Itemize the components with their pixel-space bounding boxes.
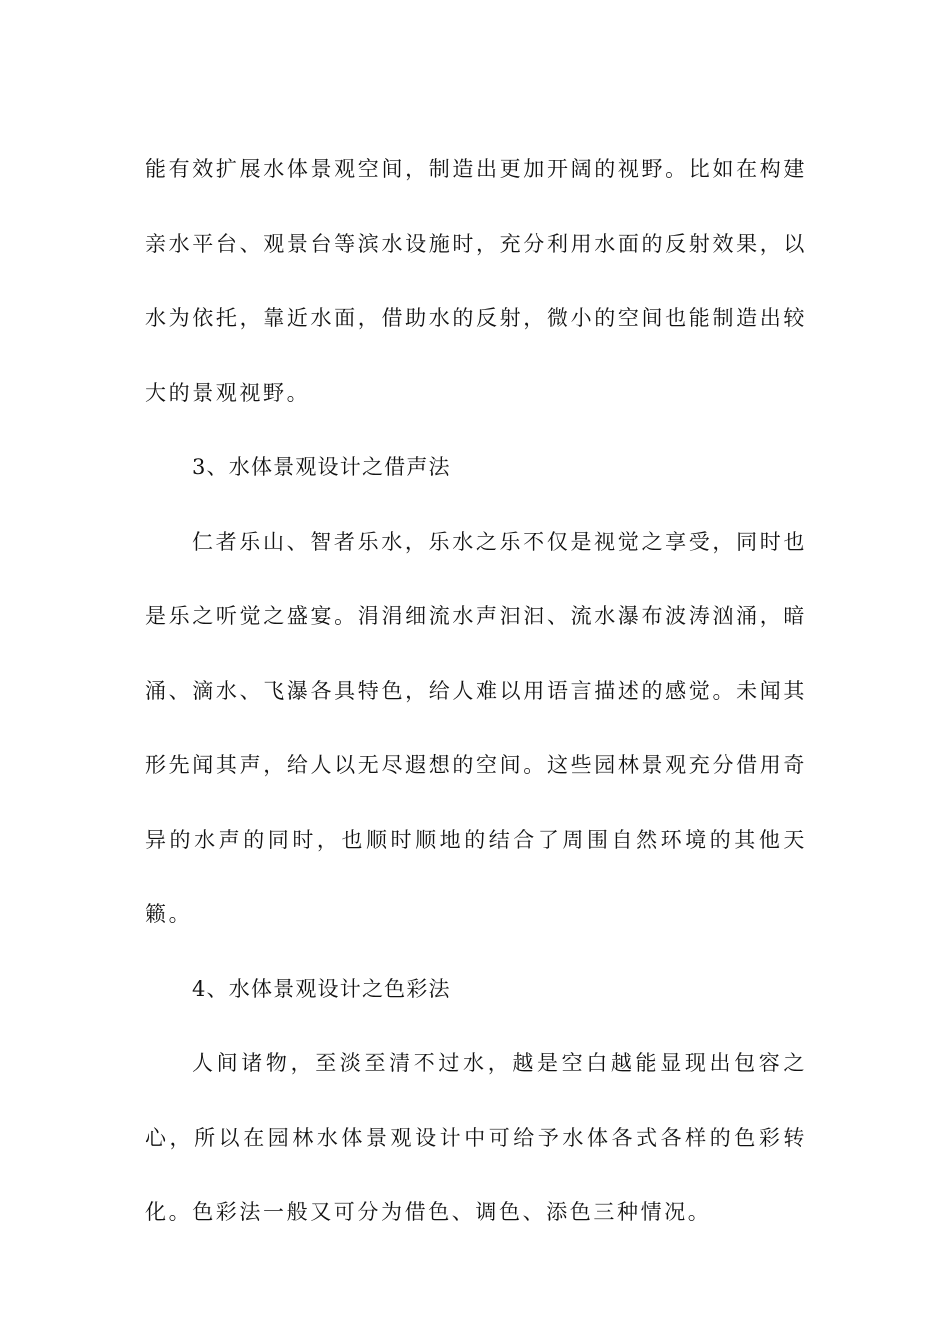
section-heading-color-method: 4、水体景观设计之色彩法	[192, 976, 451, 1001]
paragraph-water-reflection-continued: 能有效扩展水体景观空间，制造出更加开阔的视野。比如在构建亲水平台、观景台等滨水设施时，充分利用水面的反射效果，以水为依托，靠近水面，借助水的反射，微小的空间也能制造出较大的景观视野。	[145, 157, 807, 405]
paragraph-color-method: 人间诸物，至淡至清不过水，越是空白越能显现出包容之心，所以在园林水体景观设计中可给予水体各式各样的色彩转化。色彩法一般又可分为借色、调色、添色三种情况。	[145, 1051, 807, 1224]
paragraph-sound-method: 仁者乐山、智者乐水，乐水之乐不仅是视觉之享受，同时也是乐之听觉之盛宴。涓涓细流水声汩汩、流水瀑布波涛汹涌，暗涌、滴水、飞瀑各具特色，给人难以用语言描述的感觉。未闻其形先闻其声，给人以无尽遐想的空间。这些园林景观充分借用奇异的水声的同时，也顺时顺地的结合了周围自然环境的其他天籁。	[145, 529, 807, 926]
section-heading-sound-method: 3、水体景观设计之借声法	[192, 455, 451, 479]
document-body	[145, 132, 807, 1250]
